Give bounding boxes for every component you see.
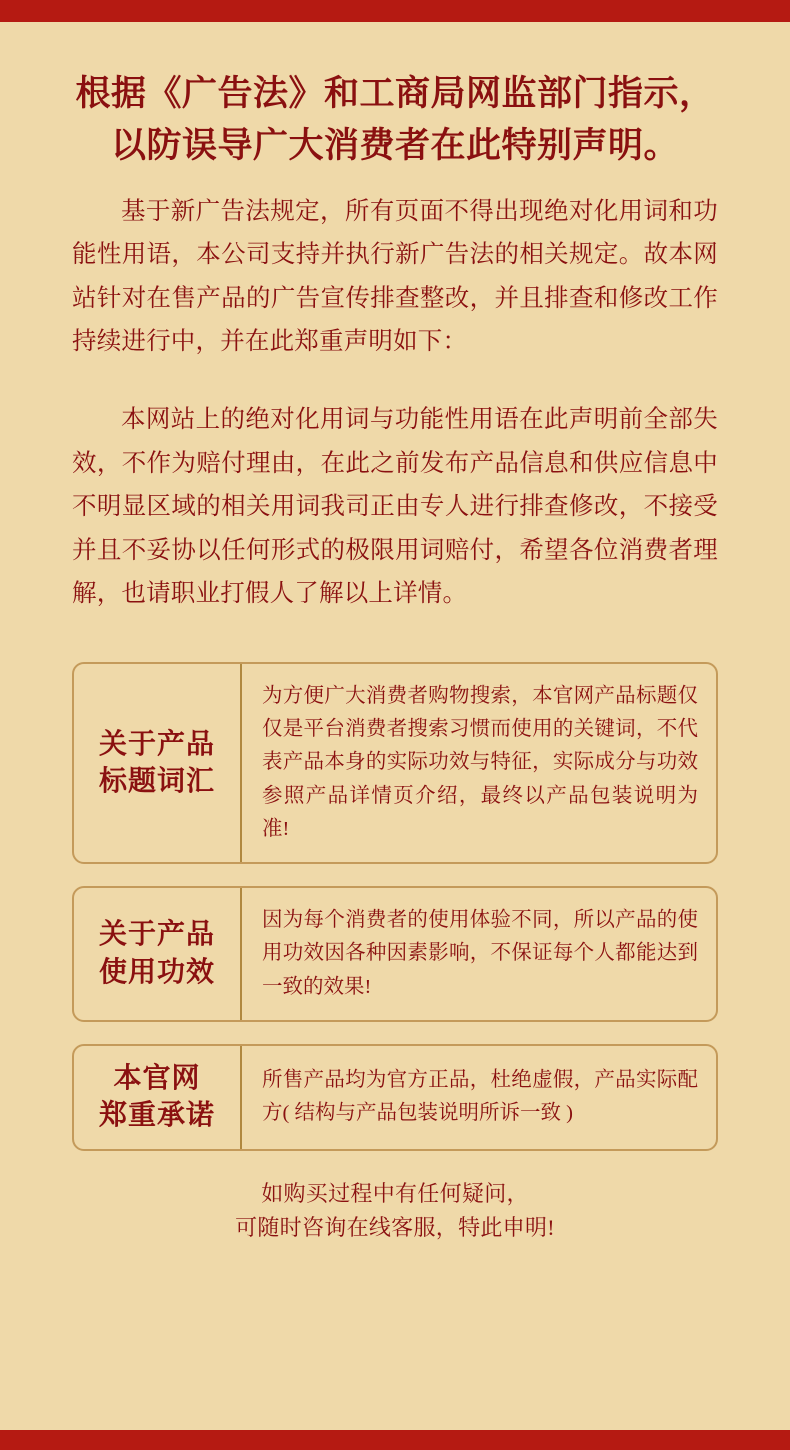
top-decorative-bar: [0, 0, 790, 22]
page-title: [72, 68, 718, 172]
notice-card-title: [74, 1046, 242, 1149]
notice-card-product-title: [72, 662, 718, 864]
notice-card-list: [72, 662, 718, 1151]
notice-card-title-line-2: 郑重承诺: [98, 1100, 215, 1132]
notice-card-title-line-1: 关于产品: [98, 919, 215, 951]
notice-card-body-text: 所售产品均为官方正品，杜绝虚假，产品实际配方( 结构与产品包装说明所诉一致 ): [262, 1069, 698, 1125]
statement-content: [0, 22, 790, 1430]
footer-note-line-2: 可随时咨询在线客服，特此申明!: [235, 1214, 555, 1240]
notice-card-body-text: 因为每个消费者的使用体验不同，所以产品的使用功效因各种因素影响，不保证每个人都能达到一致的效果!: [262, 909, 698, 998]
notice-card-title: [74, 664, 242, 862]
notice-card-body: [242, 1046, 716, 1149]
notice-card-title-line-2: 标题词汇: [98, 766, 215, 798]
page-title-line-1: 根据《广告法》和工商局网监部门指示，: [75, 74, 715, 113]
footer-note-line-1: 如购买过程中有任何疑问，: [261, 1180, 529, 1206]
page-title-line-2: 以防误导广大消费者在此特别声明。: [110, 125, 679, 165]
notice-card-product-effect: [72, 886, 718, 1022]
notice-card-title-line-1: 本官网: [113, 1062, 201, 1094]
statement-paragraph-1: 基于新广告法规定，所有页面不得出现绝对化用词和功能性用语，本公司支持并执行新广告法的相关规定。故本网站针对在售产品的广告宣传排查整改，并且排查和修改工作持续进行中，并在此郑重声明如下：: [72, 197, 718, 356]
notice-card-body: [242, 888, 716, 1020]
bottom-decorative-bar: [0, 1430, 790, 1450]
footer-note: [72, 1177, 718, 1245]
notice-card-title-line-1: 关于产品: [98, 728, 215, 760]
notice-card-promise: [72, 1044, 718, 1151]
notice-card-title-line-2: 使用功效: [98, 956, 215, 988]
statement-paragraph-2: 本网站上的绝对化用词与功能性用语在此声明前全部失效，不作为赔付理由，在此之前发布产品信息和供应信息中不明显区域的相关用词我司正由专人进行排查修改，不接受并且不妥协以任何形式的极限用词赔付，希望各位消费者理解，也请职业打假人了解以上详情。: [72, 406, 718, 608]
notice-card-title: [74, 888, 242, 1020]
notice-card-body: [242, 664, 716, 862]
notice-card-body-text: 为方便广大消费者购物搜索，本官网产品标题仅仅是平台消费者搜索习惯而使用的关键词，不代表产品本身的实际功效与特征，实际成分与功效参照产品详情页介绍，最终以产品包装说明为准!: [262, 685, 698, 840]
